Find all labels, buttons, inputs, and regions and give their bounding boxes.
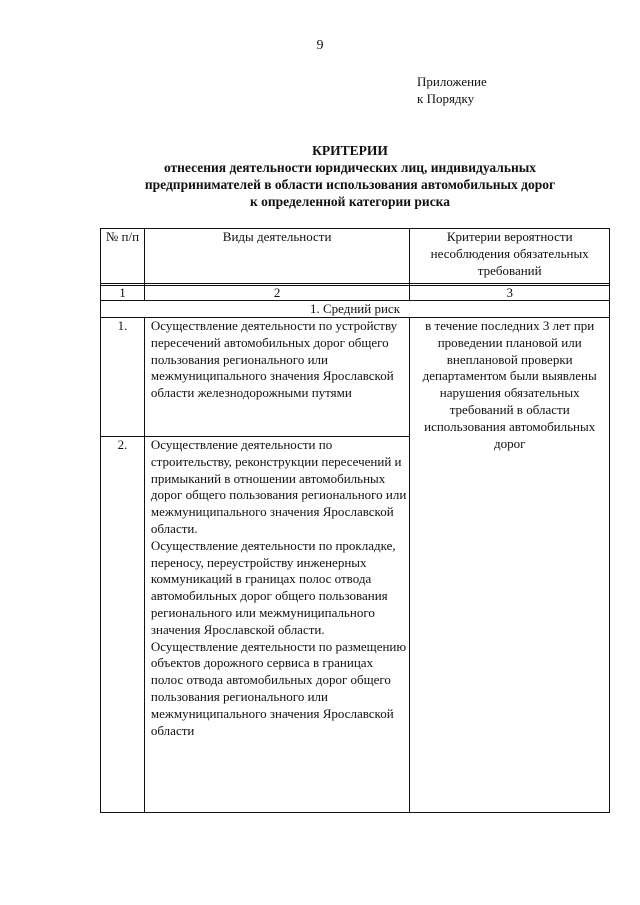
document-title	[90, 142, 610, 210]
page-number: 9	[316, 38, 324, 53]
column-number-3: 3	[410, 286, 610, 301]
activity-paragraph-1: Осуществление деятельности по строительству, реконструкции пересечений и примыканий в отношении автомобильных дорог общего пользования регионального или межмуниципального значения Ярославской области.	[150, 437, 407, 536]
table-row	[101, 318, 610, 437]
row-number: 2.	[101, 437, 145, 813]
row-activity	[144, 437, 409, 813]
title-line-3: к определенной категории риска	[249, 194, 451, 209]
criteria-table	[100, 228, 610, 813]
section-title: 1. Средний риск	[101, 301, 610, 318]
table-header-row	[101, 229, 610, 284]
header-criteria: Критерии вероятности несоблюдения обязательных требований	[410, 229, 610, 284]
header-activities: Виды деятельности	[144, 229, 409, 284]
activity-paragraph-2: Осуществление деятельности по прокладке, переносу, переустройству инженерных коммуникаций в границах полос отвода автомобильных дорог общего пользования регионального или межмуниципального значения Ярославской области.	[150, 537, 396, 637]
row-activity: Осуществление деятельности по устройству пересечений автомобильных дорог общего пользования регионального или межмуниципального значения Ярославской области железнодорожными путями	[144, 318, 409, 437]
title-line-1: отнесения деятельности юридических лиц, индивидуальных	[163, 160, 537, 175]
header-num: № п/п	[101, 229, 145, 284]
appendix-line-2: к Порядку	[417, 91, 475, 106]
column-number-2: 2	[144, 286, 409, 301]
title-heading: КРИТЕРИИ	[312, 143, 388, 158]
row-number: 1.	[101, 318, 145, 437]
title-line-2: предпринимателей в области использования автомобильных дорог	[144, 177, 556, 192]
activity-paragraph-3: Осуществление деятельности по размещению объектов дорожного сервиса в границах полос отвода автомобильных дорог общего пользования регионального или межмуниципального значения Ярославской области	[150, 638, 407, 738]
appendix-note	[417, 73, 487, 107]
appendix-line-1: Приложение	[417, 74, 487, 89]
section-row	[101, 301, 610, 318]
column-number-row	[101, 286, 610, 301]
risk-criteria: в течение последних 3 лет при проведении плановой или внеплановой проверки департаментом были выявлены нарушения обязательных требований в области использования автомобильных дорог	[410, 318, 610, 813]
column-number-1: 1	[101, 286, 145, 301]
